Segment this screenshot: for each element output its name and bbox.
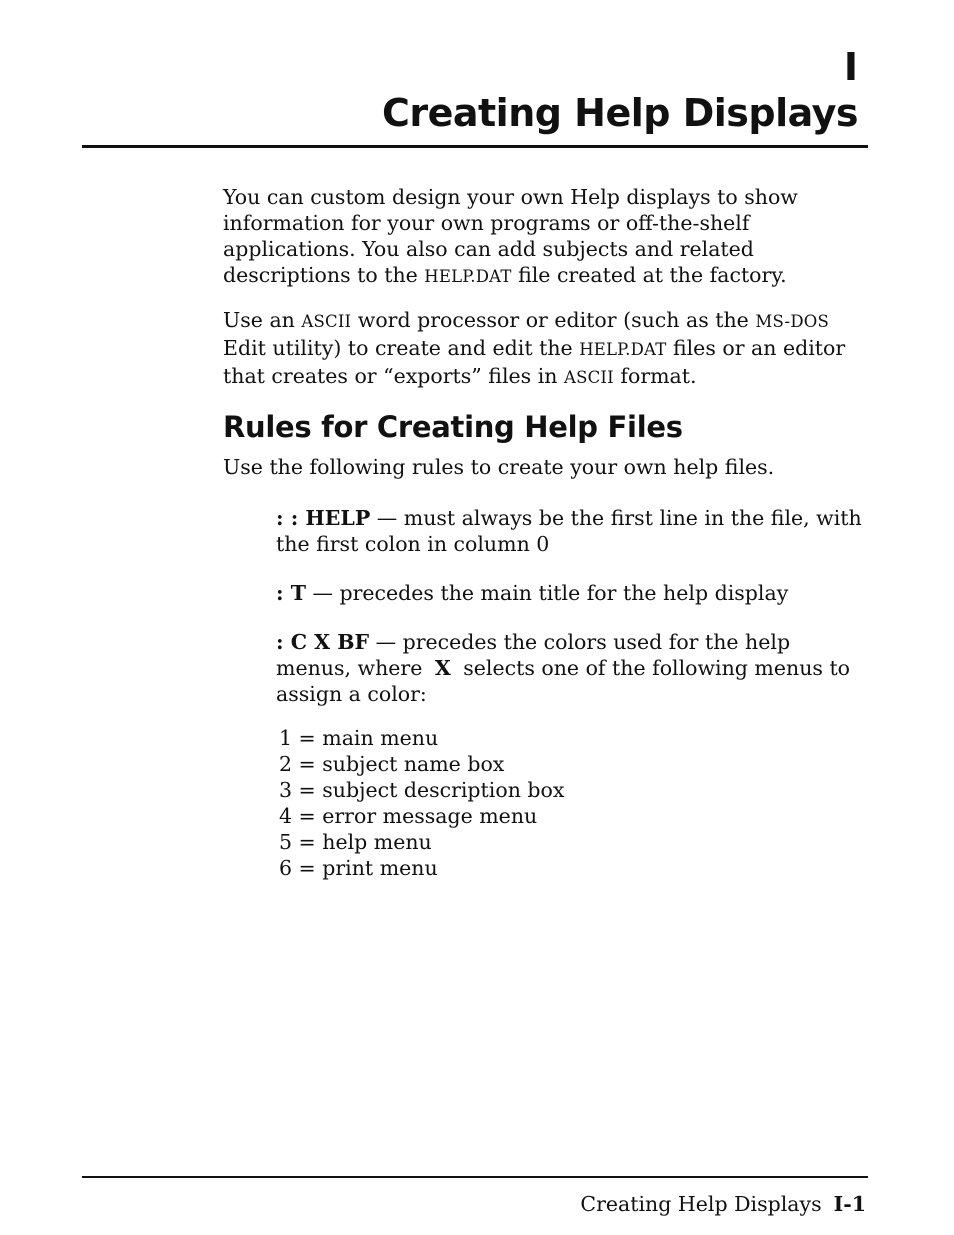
footer-label: Creating Help Displays [580, 1192, 822, 1216]
p2-text-3: Edit utility) to create and edit the [223, 336, 580, 360]
rule-colors-line [276, 629, 870, 707]
list-item: 4 = error message menu [279, 804, 538, 828]
ascii-term: ASCII [301, 312, 352, 331]
section-heading: Rules for Creating Help Files [223, 410, 683, 444]
rule-keyword: : C X BF [276, 630, 370, 654]
intro-paragraph-2 [223, 307, 873, 391]
msdos-term: MS-DOS [755, 312, 829, 331]
rule-keyword: : T [276, 581, 306, 605]
rule-description: selects one of the following menus to assign a color: [276, 656, 851, 706]
intro-paragraph-1 [223, 184, 873, 290]
rule-title-line [276, 580, 870, 606]
ascii-term: ASCII [563, 368, 614, 387]
list-item: 3 = subject description box [279, 778, 565, 802]
rule-description: — precedes the colors used for the help menus, where [276, 630, 791, 680]
appendix-letter: I [843, 45, 858, 89]
p2-text-4: files or an editor that creates or “exports” files in [223, 336, 846, 388]
p2-text-1: Use an [223, 308, 302, 332]
rule-description: — precedes the main title for the help display [305, 581, 789, 605]
page-footer [580, 1191, 866, 1217]
chapter-title: Creating Help Displays [381, 91, 858, 135]
helpdat-filename: HELP.DAT [579, 340, 667, 359]
p1-text-after: file created at the factory. [511, 263, 787, 287]
footer-divider [82, 1176, 868, 1178]
rule-keyword: : : HELP [276, 506, 371, 530]
rule-variable: X [434, 656, 451, 680]
list-item: 6 = print menu [279, 856, 438, 880]
p1-text-before: You can custom design your own Help displays to show information for your own programs or off-the-shelf applications. You also can add subjects and related descriptions to the [223, 185, 798, 287]
list-item: 5 = help menu [279, 830, 432, 854]
p2-text-5: format. [613, 364, 697, 388]
list-item: 1 = main menu [279, 726, 439, 750]
section-intro: Use the following rules to create your own help files. [223, 455, 775, 479]
rule-help-line [276, 505, 870, 557]
rule-description: — must always be the first line in the file, with the first colon in column 0 [276, 506, 862, 556]
list-item: 2 = subject name box [279, 752, 505, 776]
menu-list [279, 725, 564, 881]
header-divider [82, 145, 868, 148]
page-number: I-1 [833, 1192, 866, 1216]
p2-text-2: word processor or editor (such as the [351, 308, 756, 332]
helpdat-filename: HELP.DAT [424, 267, 512, 286]
